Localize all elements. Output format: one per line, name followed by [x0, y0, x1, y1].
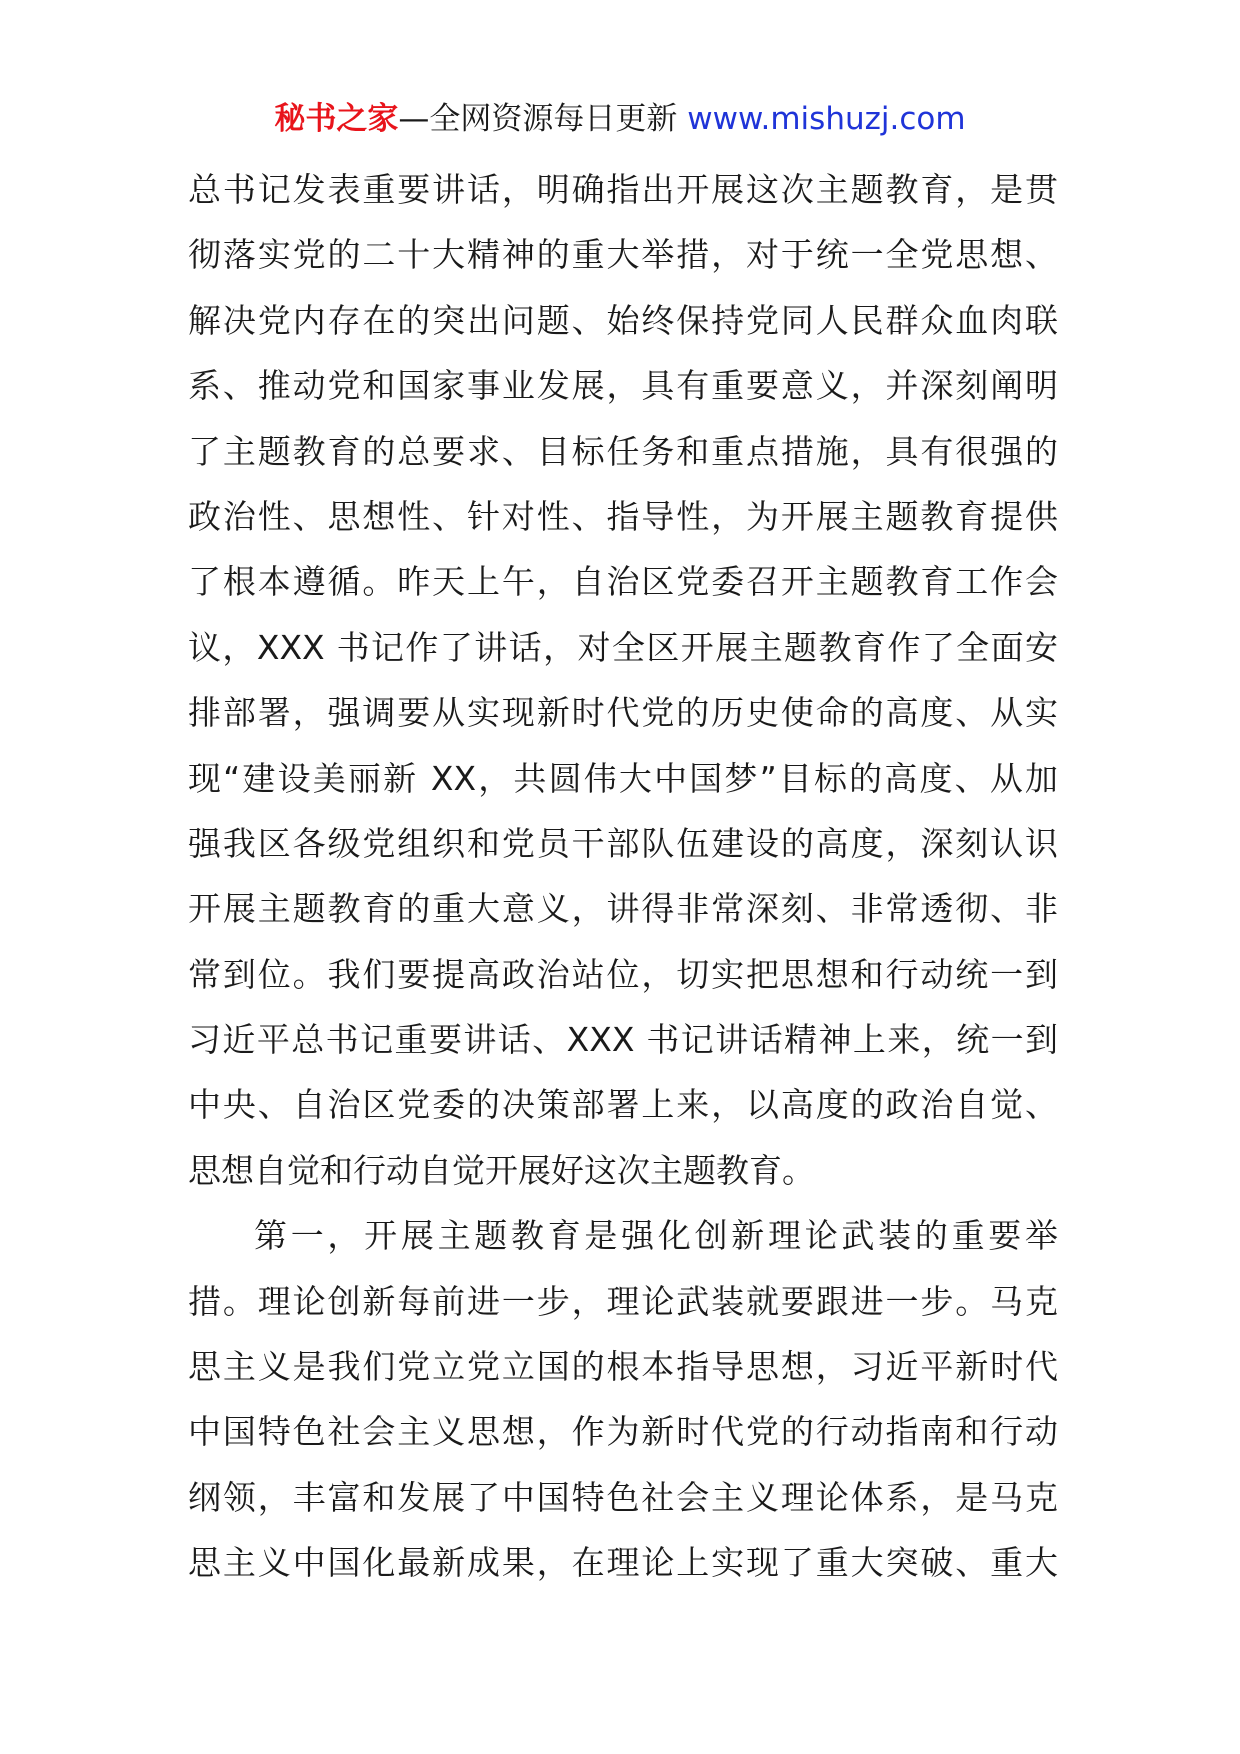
header-tagline: —全网资源每日更新: [398, 101, 688, 137]
text-line: 第一，开展主题教育是强化创新理论武装的重要举: [254, 1216, 1058, 1256]
text-line: 总书记发表重要讲话，明确指出开展这次主题教育，是贯: [188, 170, 1058, 209]
text-line: 解决党内存在的突出问题、始终保持党同人民群众血肉联: [188, 300, 1058, 340]
text-line: 思主义是我们党立党立国的根本指导思想，习近平新时代: [188, 1347, 1058, 1387]
paragraph-1: [188, 157, 1058, 1203]
text-line: 系、推动党和国家事业发展，具有重要意义，并深刻阐明: [188, 366, 1058, 406]
text-line: 现“建设美丽新 XX，共圆伟大中国梦”目标的高度、从加: [188, 758, 1058, 798]
text-line: 习近平总书记重要讲话、XXX 书记讲话精神上来，统一到: [188, 1020, 1058, 1060]
header-url-link[interactable]: www.mishuzj.com: [687, 101, 966, 137]
text-line: 排部署，强调要从实现新时代党的历史使命的高度、从实: [188, 693, 1058, 733]
text-line: 中央、自治区党委的决策部署上来，以高度的政治自觉、: [188, 1085, 1058, 1125]
text-line: 政治性、思想性、针对性、指导性，为开展主题教育提供: [188, 496, 1058, 536]
text-line: 开展主题教育的重大意义，讲得非常深刻、非常透彻、非: [188, 889, 1058, 929]
text-line: 思主义中国化最新成果，在理论上实现了重大突破、重大: [188, 1543, 1058, 1583]
text-line: 议，XXX 书记作了讲话，对全区开展主题教育作了全面安: [188, 627, 1058, 667]
text-line: 了主题教育的总要求、目标任务和重点措施，具有很强的: [188, 431, 1058, 471]
paragraph-2: [188, 1203, 1058, 1595]
text-line: 常到位。我们要提高政治站位，切实把思想和行动统一到: [188, 954, 1058, 994]
text-line: 中国特色社会主义思想，作为新时代党的行动指南和行动: [188, 1412, 1058, 1452]
text-line: 了根本遵循。昨天上午，自治区党委召开主题教育工作会: [188, 562, 1058, 602]
text-line: 纲领，丰富和发展了中国特色社会主义理论体系，是马克: [188, 1477, 1058, 1517]
text-line: 措。理论创新每前进一步，理论武装就要跟进一步。马克: [188, 1281, 1058, 1321]
text-line: 强我区各级党组织和党员干部队伍建设的高度，深刻认识: [188, 823, 1058, 863]
header-brand: 秘书之家: [274, 101, 399, 137]
text-line: 彻落实党的二十大精神的重大举措，对于统一全党思想、: [188, 235, 1058, 275]
text-line: 思想自觉和行动自觉开展好这次主题教育。: [188, 1150, 815, 1190]
page-header: [0, 98, 1240, 140]
document-body: [188, 157, 1058, 1596]
